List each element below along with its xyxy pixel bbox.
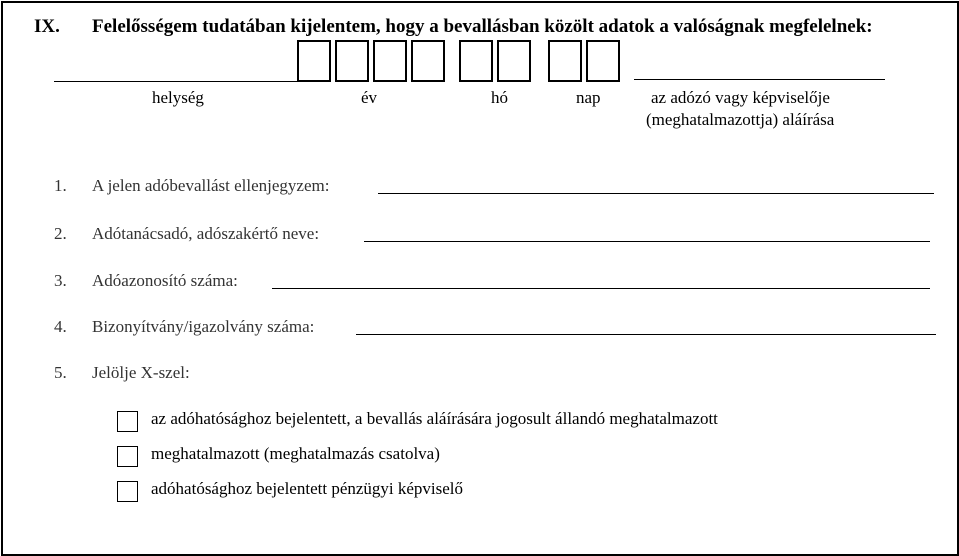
year-digit-3-box[interactable] <box>373 40 407 82</box>
year-label: év <box>361 88 378 107</box>
signature-input-line[interactable] <box>634 79 885 80</box>
field-2-number: 2. <box>54 224 67 243</box>
option-2-checkbox[interactable] <box>117 446 138 467</box>
field-3-label: Adóazonosító száma: <box>92 271 238 290</box>
year-digit-1-box[interactable] <box>297 40 331 82</box>
field-4-input-line[interactable] <box>356 334 936 335</box>
year-digit-2-box[interactable] <box>335 40 369 82</box>
year-digit-4-box[interactable] <box>411 40 445 82</box>
month-label: hó <box>491 88 508 107</box>
signer-label-line-1: az adózó vagy képviselője <box>651 88 830 107</box>
field-4-label: Bizonyítvány/igazolvány száma: <box>92 317 315 336</box>
field-1-label: A jelen adóbevallást ellenjegyzem: <box>92 176 330 195</box>
field-3-number: 3. <box>54 271 67 290</box>
month-digit-1-box[interactable] <box>459 40 493 82</box>
declaration-text: Felelősségem tudatában kijelentem, hogy a bevallásban közölt adatok a valóságnak megfelelnek: <box>92 16 873 37</box>
field-5-number: 5. <box>54 363 67 382</box>
field-1-input-line[interactable] <box>378 193 934 194</box>
field-5-label: Jelölje X-szel: <box>92 363 190 382</box>
option-3-label: adóhatósághoz bejelentett pénzügyi képviselő <box>151 479 464 498</box>
place-label: helység <box>152 88 204 107</box>
option-1-label: az adóhatósághoz bejelentett, a bevallás aláírására jogosult állandó meghatalmazott <box>151 409 718 428</box>
day-digit-1-box[interactable] <box>548 40 582 82</box>
field-4-number: 4. <box>54 317 67 336</box>
place-input-line[interactable] <box>54 81 297 82</box>
section-number: IX. <box>34 16 60 37</box>
field-3-input-line[interactable] <box>272 288 930 289</box>
field-2-input-line[interactable] <box>364 241 930 242</box>
option-3-checkbox[interactable] <box>117 481 138 502</box>
option-2-label: meghatalmazott (meghatalmazás csatolva) <box>151 444 440 463</box>
field-2-label: Adótanácsadó, adószakértő neve: <box>92 224 320 243</box>
field-1-number: 1. <box>54 176 67 195</box>
month-digit-2-box[interactable] <box>497 40 531 82</box>
signer-label-line-2: (meghatalmazottja) aláírása <box>646 110 835 129</box>
option-1-checkbox[interactable] <box>117 411 138 432</box>
day-digit-2-box[interactable] <box>586 40 620 82</box>
day-label: nap <box>576 88 601 107</box>
